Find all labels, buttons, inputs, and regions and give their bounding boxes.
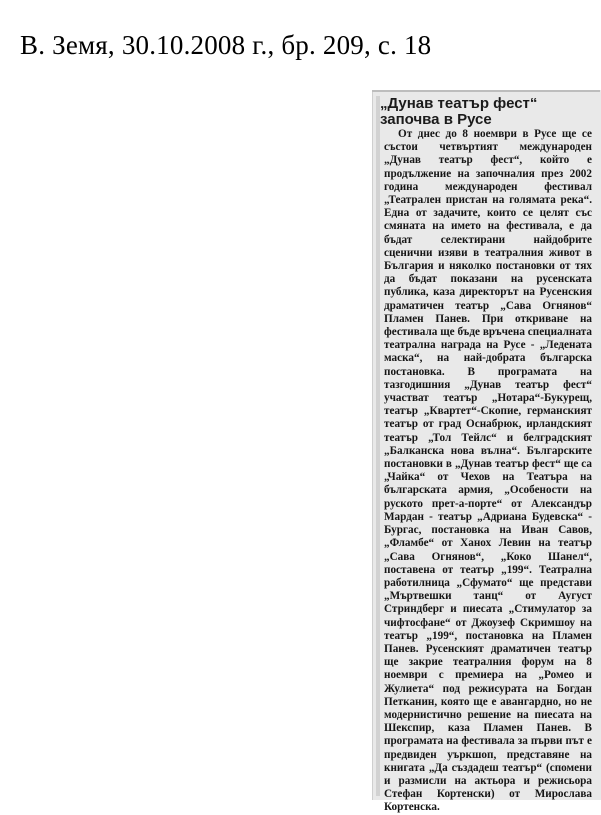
clipping-margin-bar (376, 96, 380, 796)
article-headline: „Дунав театър фест“ започва в Русе (380, 95, 538, 128)
article-body: От днес до 8 ноември в Русе ще се състои четвъртият международен „Дунав театър фест“, който е продължение на започналия през 2002 година международен фестивал „Театрален пристан на голямата река“. Една от задачите, които се целят със смяната на името на фестивала, е да бъдат селектирани найдобрите сценични изяви в театралния живот в България и няколко постановки от тях да бъдат показани на русенската публика, каза директорът на Русенския драматичен театър „Сава Огнянов“ Пламен Панев. При откриване на фестивала ще бъде връчена специалната театрална награда на Русе - „Ледената маска“, на най-добрата българска постановка. В програмата на тазгодишния „Дунав театър фест“ участват театър „Нотара“-Букурещ, театър „Квартет“-Скопие, германският театър от град Оснабрюк, ирландският театър „Тол Тейлс“ и белградският „Балканска нова вълна“. Българските постановки в „Дунав театър фест“ ще са „Чайка“ от Чехов на Театъра на българската армия, „Особености на руското прет-а-порте“ от Александър Мардан - театър „Адриана Будевска“ - Бургас, постановка на Иван Савов, „Фламбе“ от Ханох Левин на театър „Сава Огнянов“, „Коко Шанел“, поставена от театър „199“. Театрална работилница „Сфумато“ ще представи „Мъртвешки танц“ от Аугуст Стриндберг и пиесата „Стимулатор за чифтосфане“ от Джоузеф Скримшоу на театър „199“, постановка на Пламен Панев. Русенският драматичен театър ще закрие театралния форум на 8 ноември с премиера на „Ромео и Жулиета“ под режисурата на Богдан Петканин, която ще е авангардно, но не модернистично решение на пиесата на Шекспир, каза Пламен Панев. В програмата на фестивала за първи път е предвиден уъркшоп, представяне на книгата „Да създадеш театър“ (спомени и размисли на актьора и режисьора Стефан Кортенски) от Мирослава Кортенска. (384, 128, 592, 814)
source-citation: В. Земя, 30.10.2008 г., бр. 209, с. 18 (20, 30, 432, 60)
clipping-top-rule (372, 90, 600, 92)
